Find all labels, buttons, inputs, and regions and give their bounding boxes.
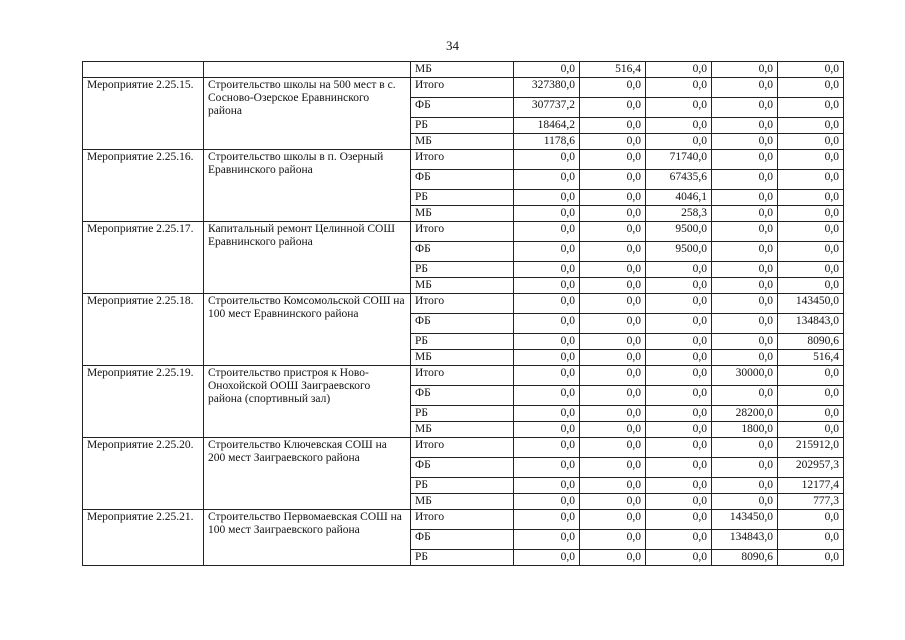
value-cell: 0,0 <box>778 134 844 150</box>
event-cell: Мероприятие 2.25.18. <box>83 294 204 366</box>
value-cell: 0,0 <box>778 510 844 530</box>
value-cell: 0,0 <box>646 458 712 478</box>
value-cell: 0,0 <box>514 334 580 350</box>
event-cell: Мероприятие 2.25.19. <box>83 366 204 438</box>
value-cell: 0,0 <box>646 366 712 386</box>
value-cell: 0,0 <box>712 262 778 278</box>
source-cell: РБ <box>411 118 514 134</box>
value-cell: 0,0 <box>580 366 646 386</box>
source-cell: ФБ <box>411 530 514 550</box>
value-cell: 0,0 <box>778 206 844 222</box>
value-cell: 0,0 <box>514 406 580 422</box>
value-cell: 0,0 <box>580 494 646 510</box>
value-cell: 0,0 <box>778 406 844 422</box>
source-cell: РБ <box>411 478 514 494</box>
value-cell: 0,0 <box>514 314 580 334</box>
value-cell: 0,0 <box>580 190 646 206</box>
value-cell: 0,0 <box>580 278 646 294</box>
source-cell: Итого <box>411 366 514 386</box>
value-cell: 0,0 <box>646 334 712 350</box>
value-cell: 0,0 <box>580 510 646 530</box>
value-cell: 0,0 <box>778 98 844 118</box>
value-cell: 0,0 <box>778 530 844 550</box>
name-cell: Капитальный ремонт Целинной СОШ Еравнинского района <box>204 222 411 294</box>
source-cell: МБ <box>411 494 514 510</box>
value-cell: 0,0 <box>778 118 844 134</box>
event-cell: Мероприятие 2.25.16. <box>83 150 204 222</box>
table-row <box>83 366 844 386</box>
name-cell: Строительство Ключевская СОШ на 200 мест Заиграевского района <box>204 438 411 510</box>
value-cell: 0,0 <box>646 350 712 366</box>
value-cell: 0,0 <box>580 334 646 350</box>
value-cell: 0,0 <box>778 366 844 386</box>
value-cell: 202957,3 <box>778 458 844 478</box>
value-cell: 0,0 <box>778 190 844 206</box>
value-cell: 0,0 <box>514 438 580 458</box>
value-cell: 0,0 <box>514 278 580 294</box>
table-body <box>83 62 844 566</box>
value-cell: 0,0 <box>646 262 712 278</box>
value-cell: 30000,0 <box>712 366 778 386</box>
source-cell: ФБ <box>411 170 514 190</box>
table-row <box>83 150 844 170</box>
value-cell: 0,0 <box>778 62 844 78</box>
value-cell: 0,0 <box>514 422 580 438</box>
value-cell: 0,0 <box>712 294 778 314</box>
value-cell: 0,0 <box>580 458 646 478</box>
event-cell: Мероприятие 2.25.21. <box>83 510 204 566</box>
value-cell: 0,0 <box>778 550 844 566</box>
value-cell: 0,0 <box>646 406 712 422</box>
value-cell: 0,0 <box>712 222 778 242</box>
source-cell: РБ <box>411 334 514 350</box>
value-cell: 134843,0 <box>778 314 844 334</box>
value-cell: 516,4 <box>580 62 646 78</box>
value-cell: 0,0 <box>646 494 712 510</box>
event-cell: Мероприятие 2.25.20. <box>83 438 204 510</box>
value-cell: 1800,0 <box>712 422 778 438</box>
name-cell: Строительство школы на 500 мест в с. Сосново-Озерское Еравнинского района <box>204 78 411 150</box>
value-cell: 0,0 <box>514 350 580 366</box>
value-cell: 0,0 <box>580 530 646 550</box>
value-cell: 0,0 <box>712 458 778 478</box>
value-cell: 143450,0 <box>712 510 778 530</box>
value-cell: 0,0 <box>778 150 844 170</box>
value-cell: 0,0 <box>712 278 778 294</box>
value-cell: 0,0 <box>580 350 646 366</box>
value-cell: 0,0 <box>514 366 580 386</box>
value-cell: 0,0 <box>712 314 778 334</box>
value-cell: 0,0 <box>778 262 844 278</box>
source-cell: ФБ <box>411 386 514 406</box>
value-cell: 0,0 <box>712 494 778 510</box>
value-cell: 0,0 <box>580 150 646 170</box>
value-cell: 0,0 <box>778 422 844 438</box>
value-cell: 0,0 <box>646 550 712 566</box>
value-cell: 0,0 <box>514 386 580 406</box>
source-cell: Итого <box>411 294 514 314</box>
value-cell: 777,3 <box>778 494 844 510</box>
value-cell: 134843,0 <box>712 530 778 550</box>
value-cell: 8090,6 <box>712 550 778 566</box>
value-cell: 0,0 <box>712 62 778 78</box>
value-cell: 0,0 <box>646 422 712 438</box>
name-cell: Строительство Первомаевская СОШ на 100 мест Заиграевского района <box>204 510 411 566</box>
value-cell: 0,0 <box>712 438 778 458</box>
value-cell: 0,0 <box>712 190 778 206</box>
table-row <box>83 510 844 530</box>
source-cell: Итого <box>411 438 514 458</box>
value-cell: 0,0 <box>580 134 646 150</box>
source-cell: РБ <box>411 406 514 422</box>
value-cell: 0,0 <box>580 222 646 242</box>
value-cell: 0,0 <box>580 550 646 566</box>
name-cell: Строительство Комсомольской СОШ на 100 мест Еравнинского района <box>204 294 411 366</box>
source-cell: МБ <box>411 134 514 150</box>
value-cell: 0,0 <box>580 422 646 438</box>
value-cell: 0,0 <box>778 242 844 262</box>
value-cell: 9500,0 <box>646 222 712 242</box>
value-cell: 0,0 <box>646 314 712 334</box>
value-cell: 71740,0 <box>646 150 712 170</box>
value-cell: 0,0 <box>646 78 712 98</box>
name-cell <box>204 62 411 78</box>
source-cell: МБ <box>411 62 514 78</box>
value-cell: 0,0 <box>514 478 580 494</box>
value-cell: 1178,6 <box>514 134 580 150</box>
source-cell: ФБ <box>411 314 514 334</box>
value-cell: 0,0 <box>712 134 778 150</box>
value-cell: 143450,0 <box>778 294 844 314</box>
value-cell: 0,0 <box>646 118 712 134</box>
source-cell: РБ <box>411 550 514 566</box>
value-cell: 28200,0 <box>712 406 778 422</box>
value-cell: 0,0 <box>514 530 580 550</box>
event-cell: Мероприятие 2.25.17. <box>83 222 204 294</box>
value-cell: 0,0 <box>778 78 844 98</box>
value-cell: 0,0 <box>514 150 580 170</box>
source-cell: РБ <box>411 190 514 206</box>
value-cell: 0,0 <box>514 222 580 242</box>
table-row <box>83 78 844 98</box>
source-cell: ФБ <box>411 98 514 118</box>
value-cell: 0,0 <box>580 242 646 262</box>
value-cell: 0,0 <box>646 530 712 550</box>
value-cell: 0,0 <box>514 458 580 478</box>
value-cell: 0,0 <box>646 294 712 314</box>
value-cell: 0,0 <box>514 494 580 510</box>
source-cell: Итого <box>411 150 514 170</box>
value-cell: 0,0 <box>580 294 646 314</box>
value-cell: 0,0 <box>778 278 844 294</box>
value-cell: 0,0 <box>580 438 646 458</box>
source-cell: МБ <box>411 350 514 366</box>
value-cell: 0,0 <box>580 386 646 406</box>
value-cell: 0,0 <box>646 62 712 78</box>
table-row <box>83 294 844 314</box>
value-cell: 0,0 <box>712 150 778 170</box>
source-cell: МБ <box>411 278 514 294</box>
value-cell: 0,0 <box>580 118 646 134</box>
value-cell: 0,0 <box>514 262 580 278</box>
value-cell: 0,0 <box>514 510 580 530</box>
source-cell: ФБ <box>411 242 514 262</box>
value-cell: 4046,1 <box>646 190 712 206</box>
source-cell: Итого <box>411 510 514 530</box>
value-cell: 0,0 <box>514 62 580 78</box>
value-cell: 8090,6 <box>778 334 844 350</box>
name-cell: Строительство школы в п. Озерный Еравнинского района <box>204 150 411 222</box>
event-cell <box>83 62 204 78</box>
value-cell: 67435,6 <box>646 170 712 190</box>
value-cell: 0,0 <box>646 478 712 494</box>
value-cell: 0,0 <box>712 78 778 98</box>
value-cell: 0,0 <box>712 350 778 366</box>
value-cell: 0,0 <box>514 294 580 314</box>
value-cell: 0,0 <box>580 206 646 222</box>
source-cell: Итого <box>411 78 514 98</box>
value-cell: 258,3 <box>646 206 712 222</box>
value-cell: 0,0 <box>580 98 646 118</box>
value-cell: 0,0 <box>778 386 844 406</box>
value-cell: 0,0 <box>580 170 646 190</box>
value-cell: 0,0 <box>580 314 646 334</box>
value-cell: 0,0 <box>712 334 778 350</box>
value-cell: 0,0 <box>646 510 712 530</box>
value-cell: 0,0 <box>778 222 844 242</box>
source-cell: ФБ <box>411 458 514 478</box>
event-cell: Мероприятие 2.25.15. <box>83 78 204 150</box>
value-cell: 0,0 <box>712 118 778 134</box>
value-cell: 12177,4 <box>778 478 844 494</box>
value-cell: 0,0 <box>514 206 580 222</box>
budget-table <box>82 61 844 566</box>
value-cell: 0,0 <box>580 262 646 278</box>
table-row <box>83 62 844 78</box>
value-cell: 307737,2 <box>514 98 580 118</box>
value-cell: 0,0 <box>514 242 580 262</box>
value-cell: 0,0 <box>646 134 712 150</box>
name-cell: Строительство пристроя к Ново-Онохойской ООШ Заиграевского района (спортивный зал) <box>204 366 411 438</box>
value-cell: 0,0 <box>646 278 712 294</box>
value-cell: 0,0 <box>712 206 778 222</box>
source-cell: МБ <box>411 206 514 222</box>
source-cell: Итого <box>411 222 514 242</box>
value-cell: 0,0 <box>712 478 778 494</box>
page-number: 34 <box>446 38 459 53</box>
value-cell: 0,0 <box>514 170 580 190</box>
value-cell: 18464,2 <box>514 118 580 134</box>
value-cell: 0,0 <box>646 386 712 406</box>
value-cell: 0,0 <box>514 550 580 566</box>
value-cell: 0,0 <box>712 170 778 190</box>
value-cell: 9500,0 <box>646 242 712 262</box>
value-cell: 0,0 <box>580 478 646 494</box>
value-cell: 0,0 <box>712 386 778 406</box>
value-cell: 0,0 <box>712 242 778 262</box>
value-cell: 0,0 <box>580 78 646 98</box>
value-cell: 215912,0 <box>778 438 844 458</box>
table-row <box>83 438 844 458</box>
table-row <box>83 222 844 242</box>
source-cell: РБ <box>411 262 514 278</box>
value-cell: 0,0 <box>646 438 712 458</box>
value-cell: 0,0 <box>712 98 778 118</box>
value-cell: 0,0 <box>646 98 712 118</box>
value-cell: 516,4 <box>778 350 844 366</box>
value-cell: 0,0 <box>514 190 580 206</box>
value-cell: 327380,0 <box>514 78 580 98</box>
value-cell: 0,0 <box>778 170 844 190</box>
value-cell: 0,0 <box>580 406 646 422</box>
source-cell: МБ <box>411 422 514 438</box>
